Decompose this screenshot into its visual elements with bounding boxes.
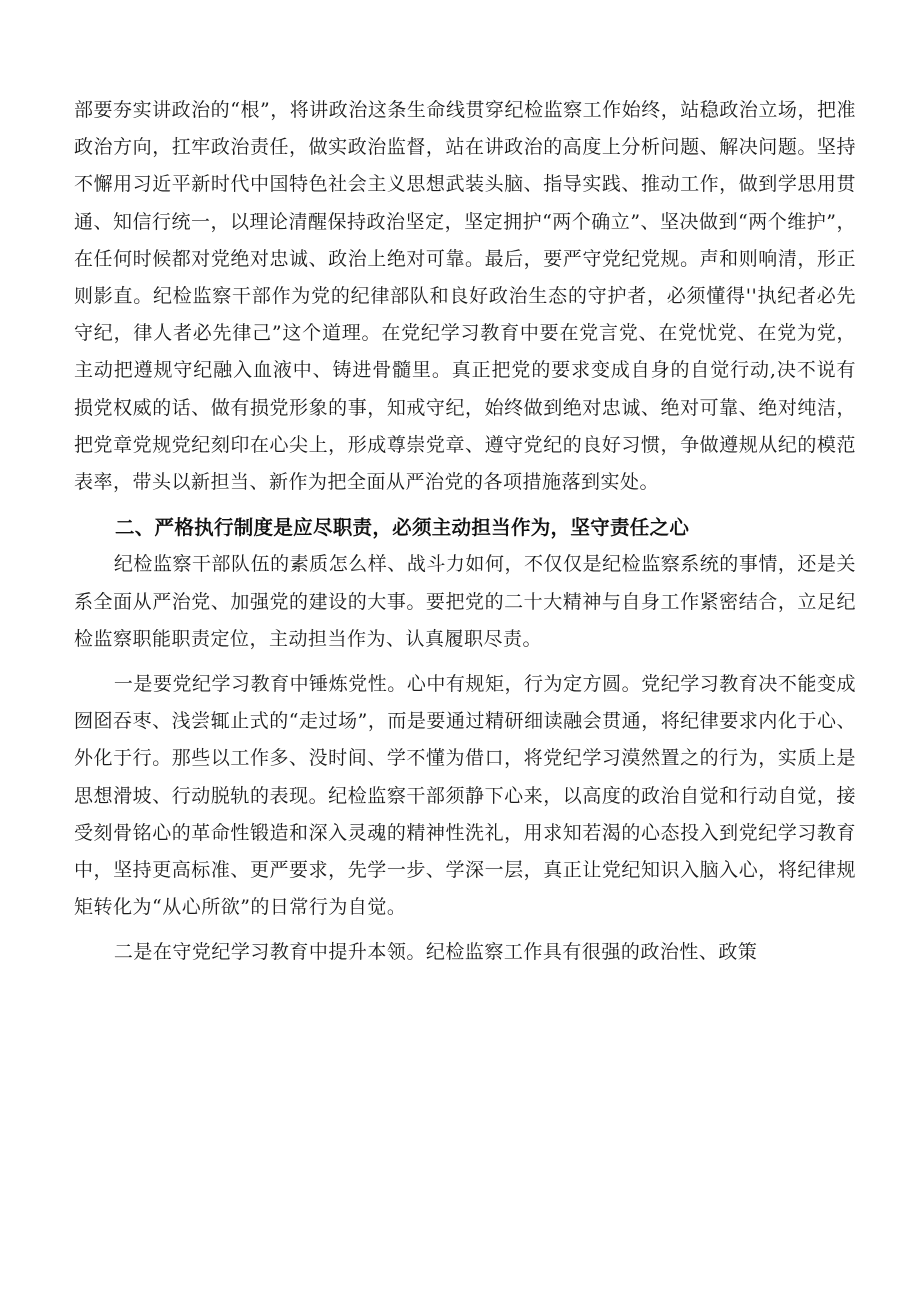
body-paragraph-3: 一是要党纪学习教育中锤炼党性。心中有规矩，行为定方圆。党纪学习教育决不能变成囫囵吞枣、浅尝辄止式的“走过场”，而是要通过精研细读融会贯通，将纪律要求内化于心、外化于行。那些以工作多、没时间、学不懂为借口，将党纪学习漠然置之的行为，实质上是思想滑坡、行动脱轨的表现。纪检监察干部须静下心来，以高度的政治自觉和行动自觉，接受刻骨铭心的革命性锻造和深入灵魂的精神性洗礼，用求知若渴的心态投入到党纪学习教育中，坚持更高标准、更严要求，先学一步、学深一层，真正让党纪知识入脑入心，将纪律规矩转化为“从心所欲”的日常行为自觉。: [74, 673, 856, 919]
body-paragraph-1: 部要夯实讲政治的“根”，将讲政治这条生命线贯穿纪检监察工作始终，站稳政治立场，把准政治方向，扛牢政治责任，做实政治监督，站在讲政治的高度上分析问题、解决问题。坚持不懈用习近平新时代中国特色社会主义思想武装头脑、指导实践、推动工作，做到学思用贯通、知信行统一，以理论清醒保持政治坚定，坚定拥护“两个确立”、坚决做到“两个维护”，在任何时候都对党绝对忠诚、政治上绝对可靠。最后，要严守党纪党规。声和则响清，形正则影直。纪检监察干部作为党的纪律部队和良好政治生态的守护者，必须懂得''执纪者必先守纪，律人者必先律己”这个道理。在党纪学习教育中要在党言党、在党忧党、在党为党，主动把遵规守纪融入血液中、铸进骨髓里。真正把党的要求变成自身的自觉行动,决不说有损党权威的话、做有损党形象的事，知戒守纪，始终做到绝对忠诚、绝对可靠、绝对纯洁，把党章党规党纪刻印在心尖上，形成尊崇党章、遵守党纪的良好习惯，争做遵规从纪的模范表率，带头以新担当、新作为把全面从严治党的各项措施落到实处。: [74, 99, 856, 494]
paragraph-gap: [74, 501, 856, 509]
paragraph-gap: [74, 926, 856, 934]
body-paragraph-4: 二是在守党纪学习教育中提升本领。纪检监察工作具有很强的政治性、政策: [113, 941, 758, 964]
paragraph-gap: [74, 658, 856, 666]
section-heading-2: 二、严格执行制度是应尽职责，必须主动担当作为，坚守责任之心: [114, 516, 690, 540]
body-paragraph-2: 纪检监察干部队伍的素质怎么样、战斗力如何，不仅仅是纪检监察系统的事情，还是关系全面从严治党、加强党的建设的大事。要把党的二十大精神与自身工作紧密结合，立足纪检监察职能职责定位，主动担当作为、认真履职尽责。: [74, 553, 856, 650]
document-page: [74, 92, 856, 972]
